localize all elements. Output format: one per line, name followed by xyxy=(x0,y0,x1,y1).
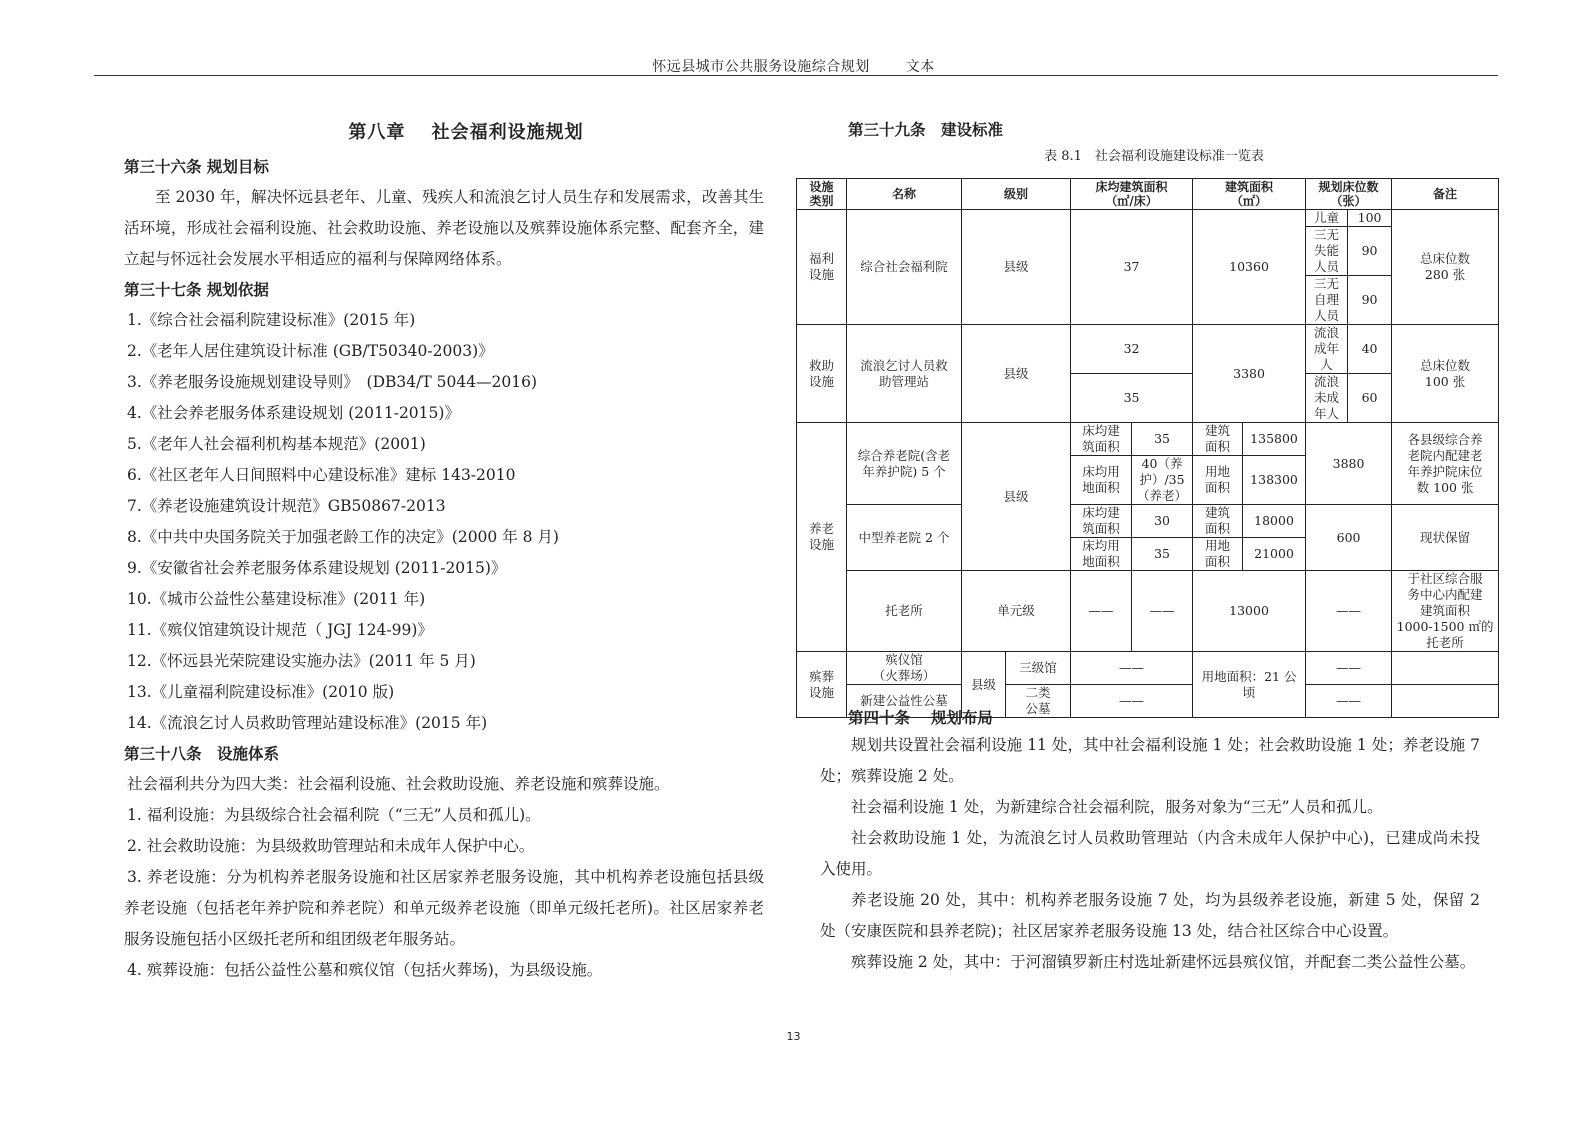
header-floor-area: 建筑面积 （㎡） xyxy=(1193,179,1306,210)
article-38-item-4: 4. 殡葬设施：包括公益性公墓和殡仪馆（包括火葬场)，为县级设施。 xyxy=(127,961,603,979)
welfare-name: 综合社会福利院 xyxy=(847,210,962,325)
cell-label: 床均用 地面积 xyxy=(1071,456,1132,505)
header-rule xyxy=(94,75,1498,76)
article-39-title: 第三十九条 建设标准 xyxy=(848,120,1004,139)
funeral-cemetery-name: 新建公益性公墓 xyxy=(847,685,962,718)
cell-label: 床均建 筑面积 xyxy=(1071,505,1132,538)
cell-value: 35 xyxy=(1132,538,1193,571)
cell-label: 床均用 地面积 xyxy=(1071,538,1132,571)
elderly-comprehensive-name: 综合养老院(含老 年养护院) 5 个 xyxy=(847,423,962,505)
cell-value: 40（养 护）/35 （养老） xyxy=(1132,456,1193,505)
reference-item: 4.《社会养老服务体系建设规划 (2011-2015)》 xyxy=(127,404,460,422)
reference-item: 13.《儿童福利院建设标准》(2010 版) xyxy=(127,683,395,701)
table-row xyxy=(797,423,1499,456)
elderly-medium-beds: 600 xyxy=(1306,505,1392,571)
article-38-intro: 社会福利共分为四大类：社会福利设施、社会救助设施、养老设施和殡葬设施。 xyxy=(127,775,670,793)
article-40-p1: 规划共设置社会福利设施 11 处，其中社会福利设施 1 处；社会救助设施 1 处；养老设施 7 处；殡葬设施 2 处。 xyxy=(820,736,1480,785)
cell-value: —— xyxy=(1132,571,1193,652)
welfare-note: 总床位数 280 张 xyxy=(1392,210,1499,325)
article-38-title: 第三十八条 设施体系 xyxy=(124,744,280,763)
funeral-level: 县级 xyxy=(962,652,1006,718)
header-name: 名称 xyxy=(847,179,962,210)
rescue-type: 流浪 未成 年人 xyxy=(1306,374,1348,423)
rescue-bed-area: 35 xyxy=(1071,374,1193,423)
reference-item: 1.《综合社会福利院建设标准》(2015 年) xyxy=(127,311,416,329)
reference-item: 14.《流浪乞讨人员救助管理站建设标准》(2015 年) xyxy=(127,714,488,732)
cell-value: 30 xyxy=(1132,505,1193,538)
document-title: 怀远县城市公共服务设施综合规划 xyxy=(652,59,870,75)
cell-label: 用地 面积 xyxy=(1193,538,1243,571)
funeral-parlor-bed-area: —— xyxy=(1071,652,1193,685)
rescue-name: 流浪乞讨人员救 助管理站 xyxy=(847,325,962,423)
welfare-beds: 90 xyxy=(1348,276,1392,325)
article-40-title: 第四十条 规划布局 xyxy=(848,708,993,727)
table-row xyxy=(797,325,1499,374)
rescue-bed-area: 32 xyxy=(1071,325,1193,374)
rescue-note: 总床位数 100 张 xyxy=(1392,325,1499,423)
table-caption: 表 8.1 社会福利设施建设标准一览表 xyxy=(1044,149,1264,164)
reference-item: 6.《社区老年人日间照料中心建设标准》建标 143-2010 xyxy=(127,466,516,484)
cell-label: 建筑 面积 xyxy=(1193,423,1243,456)
cell-label: 用地 面积 xyxy=(1193,456,1243,505)
elderly-medium-note: 现状保留 xyxy=(1392,505,1499,571)
page-number: 13 xyxy=(786,1030,801,1043)
funeral-category: 殡葬 设施 xyxy=(797,652,847,718)
right-column xyxy=(808,118,1508,172)
elderly-medium-name: 中型养老院 2 个 xyxy=(847,505,962,571)
article-37-title: 第三十七条 规划依据 xyxy=(124,280,269,299)
left-column xyxy=(124,118,764,986)
article-40-p4: 养老设施 20 处，其中：机构养老服务设施 7 处，均为县级养老设施，新建 5 处，保留 2 处（安康医院和县养老院)；社区居家养老服务设施 13 处，结合社区综合中心设置。 xyxy=(820,891,1480,940)
welfare-bed-area: 37 xyxy=(1071,210,1193,325)
cell-value: 138300 xyxy=(1243,456,1306,505)
rescue-floor-area: 3380 xyxy=(1193,325,1306,423)
header-beds: 规划床位数 （张） xyxy=(1306,179,1392,210)
chapter-title: 第八章 社会福利设施规划 xyxy=(348,122,584,143)
page-header xyxy=(0,56,1587,76)
elderly-nursery-note: 于社区综合服 务中心内配建 建筑面积 1000-1500 ㎡的 托老所 xyxy=(1392,571,1499,652)
document-type: 文本 xyxy=(905,59,935,75)
funeral-parlor-beds: —— xyxy=(1306,652,1392,685)
article-40-p2: 社会福利设施 1 处，为新建综合社会福利院，服务对象为“三无”人员和孤儿。 xyxy=(851,798,1383,816)
standards-table xyxy=(796,178,1499,718)
table-row xyxy=(797,571,1499,652)
reference-item: 3.《养老服务设施规划建设导则》 (DB34/T 5044—2016) xyxy=(127,373,538,391)
funeral-parlor-note xyxy=(1392,652,1499,685)
header-level: 级别 xyxy=(962,179,1071,210)
header-note: 备注 xyxy=(1392,179,1499,210)
reference-item: 12.《怀远县光荣院建设实施办法》(2011 年 5 月) xyxy=(127,652,476,670)
funeral-land-area: 用地面积：21 公 顷 xyxy=(1193,652,1306,718)
funeral-parlor-name: 殡仪馆 （火葬场） xyxy=(847,652,962,685)
rescue-type: 流浪 成年 人 xyxy=(1306,325,1348,374)
funeral-cemetery-beds: —— xyxy=(1306,685,1392,718)
elderly-nursery-level: 单元级 xyxy=(962,571,1071,652)
reference-item: 9.《安徽省社会养老服务体系建设规划 (2011-2015)》 xyxy=(127,559,507,577)
elderly-nursery-floor-area: 13000 xyxy=(1193,571,1306,652)
table-row xyxy=(797,652,1499,685)
cell-value: 35 xyxy=(1132,423,1193,456)
table-row xyxy=(797,210,1499,227)
article-38-item-1: 1. 福利设施：为县级综合社会福利院（“三无”人员和孤儿)。 xyxy=(127,806,541,824)
cell-value: 135800 xyxy=(1243,423,1306,456)
header-bed-area: 床均建筑面积 （㎡/床） xyxy=(1071,179,1193,210)
cell-label: 建筑 面积 xyxy=(1193,505,1243,538)
rescue-category: 救助 设施 xyxy=(797,325,847,423)
elderly-comprehensive-note: 各县级综合养 老院内配建老 年养护院床位 数 100 张 xyxy=(1392,423,1499,505)
elderly-nursery-beds: —— xyxy=(1306,571,1392,652)
rescue-beds: 60 xyxy=(1348,374,1392,423)
article-36-title: 第三十六条 规划目标 xyxy=(124,157,269,176)
header-category: 设施 类别 xyxy=(797,179,847,210)
elderly-nursery-name: 托老所 xyxy=(847,571,962,652)
article-38-item-2: 2. 社会救助设施：为县级救助管理站和未成年人保护中心。 xyxy=(127,837,535,855)
reference-item: 7.《养老设施建筑设计规范》GB50867-2013 xyxy=(127,497,446,515)
reference-item: 10.《城市公益性公墓建设标准》(2011 年) xyxy=(127,590,426,608)
welfare-type: 三无 失能 人员 xyxy=(1306,227,1348,276)
welfare-level: 县级 xyxy=(962,210,1071,325)
elderly-level: 县级 xyxy=(962,423,1071,571)
article-36-text: 至 2030 年，解决怀远县老年、儿童、残疾人和流浪乞讨人员生存和发展需求，改善其生活环境，形成社会福利设施、社会救助设施、养老设施以及殡葬设施体系完整、配套齐全，建立起与怀远社会发展水平相适应的福利与保障网络体系。 xyxy=(124,188,764,268)
elderly-category: 养老 设施 xyxy=(797,423,847,652)
article-38-item-3: 3. 养老设施：分为机构养老服务设施和社区居家养老服务设施，其中机构养老设施包括县级养老设施（包括老年养护院和养老院）和单元级养老设施（即单元级托老所)。社区居家养老服务设施包括小区级托老所和组团级老年服务站。 xyxy=(124,868,764,948)
welfare-beds: 90 xyxy=(1348,227,1392,276)
welfare-category: 福利 设施 xyxy=(797,210,847,325)
table-row xyxy=(797,505,1499,538)
reference-item: 2.《老年人居住建筑设计标准 (GB/T50340-2003)》 xyxy=(127,342,494,360)
article-40-p3: 社会救助设施 1 处，为流浪乞讨人员救助管理站（内含未成年人保护中心)，已建成尚未投入使用。 xyxy=(820,829,1480,878)
rescue-level: 县级 xyxy=(962,325,1071,423)
funeral-parlor-grade: 三级馆 xyxy=(1006,652,1071,685)
reference-list xyxy=(124,305,764,739)
reference-item: 11.《殡仪馆建筑设计规范（ JGJ 124-99)》 xyxy=(127,621,433,639)
elderly-comprehensive-beds: 3880 xyxy=(1306,423,1392,505)
article-40 xyxy=(820,706,1480,978)
reference-item: 5.《老年人社会福利机构基本规范》(2001) xyxy=(127,435,426,453)
reference-item: 8.《中共中央国务院关于加强老龄工作的决定》(2000 年 8 月) xyxy=(127,528,559,546)
cell-value: 18000 xyxy=(1243,505,1306,538)
article-40-p5: 殡葬设施 2 处，其中：于河溜镇罗新庄村选址新建怀远县殡仪馆，并配套二类公益性公墓。 xyxy=(851,953,1476,971)
rescue-beds: 40 xyxy=(1348,325,1392,374)
funeral-cemetery-bed-area: —— xyxy=(1071,685,1193,718)
welfare-floor-area: 10360 xyxy=(1193,210,1306,325)
welfare-type: 三无 自理 人员 xyxy=(1306,276,1348,325)
funeral-cemetery-grade: 二类 公墓 xyxy=(1006,685,1071,718)
cell-value: 21000 xyxy=(1243,538,1306,571)
cell-label: 床均建 筑面积 xyxy=(1071,423,1132,456)
cell-value: —— xyxy=(1071,571,1132,652)
table-header-row xyxy=(797,179,1499,210)
welfare-type: 儿童 xyxy=(1306,210,1348,227)
welfare-beds: 100 xyxy=(1348,210,1392,227)
